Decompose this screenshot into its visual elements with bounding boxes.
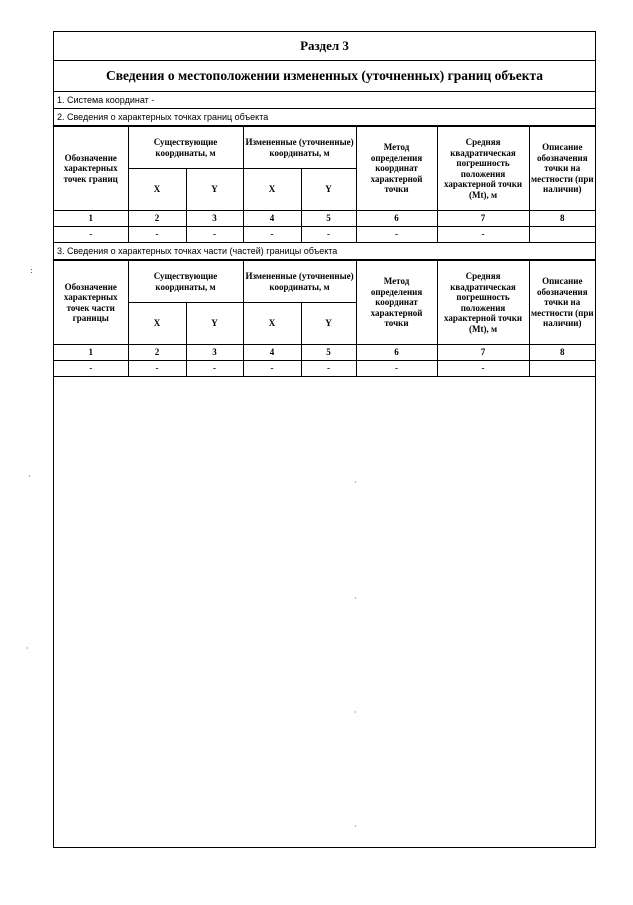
boundary-points-table <box>54 126 595 243</box>
column-number: 3 <box>186 211 243 227</box>
col-description-header: Описание обозначения точки на местности (при наличии) <box>529 127 595 211</box>
col-designation-header: Обозначение характерных точек границ <box>54 127 128 211</box>
scan-speck: · <box>26 644 29 653</box>
scan-speck: · <box>354 822 357 831</box>
column-number: 6 <box>356 211 437 227</box>
column-number: 7 <box>437 345 529 361</box>
col-error-header: Средняя квадратическая погрешность положения характерной точки (Mt), м <box>437 261 529 345</box>
scan-speck: · <box>354 708 357 717</box>
column-number: 2 <box>128 345 186 361</box>
part3-heading: 3. Сведения о характерных точках части (частей) границы объекта <box>54 243 595 260</box>
column-number: 5 <box>301 345 356 361</box>
table-cell: - <box>301 227 356 243</box>
column-number: 4 <box>243 211 301 227</box>
table-row <box>54 361 595 377</box>
column-number-row <box>54 345 595 361</box>
part-boundary-points-table <box>54 260 595 377</box>
col-designation-header: Обозначение характерных точек части границы <box>54 261 128 345</box>
table-cell: - <box>243 227 301 243</box>
table-cell: - <box>54 227 128 243</box>
section-subtitle: Сведения о местоположении измененных (уточненных) границ объекта <box>54 61 595 92</box>
table-cell: - <box>301 361 356 377</box>
table-cell: - <box>54 361 128 377</box>
header-row <box>54 127 595 169</box>
table-cell: - <box>186 361 243 377</box>
scan-speck: : <box>30 266 33 275</box>
column-number: 5 <box>301 211 356 227</box>
section-title: Раздел 3 <box>54 32 595 61</box>
y-changed-header: Y <box>301 169 356 211</box>
scan-speck: · <box>354 478 357 487</box>
col-changed-header: Измененные (уточненные) координаты, м <box>243 261 356 303</box>
y-existing-header: Y <box>186 169 243 211</box>
y-changed-header: Y <box>301 303 356 345</box>
column-number: 7 <box>437 211 529 227</box>
column-number-row <box>54 211 595 227</box>
table-cell: - <box>186 227 243 243</box>
table-cell: - <box>356 227 437 243</box>
col-existing-header: Существующие координаты, м <box>128 127 243 169</box>
table-cell <box>529 361 595 377</box>
part2-heading: 2. Сведения о характерных точках границ объекта <box>54 109 595 126</box>
scan-speck: · <box>28 472 31 481</box>
table-cell: - <box>356 361 437 377</box>
y-existing-header: Y <box>186 303 243 345</box>
col-changed-header: Измененные (уточненные) координаты, м <box>243 127 356 169</box>
column-number: 1 <box>54 211 128 227</box>
x-existing-header: X <box>128 303 186 345</box>
document-frame <box>53 31 596 848</box>
col-existing-header: Существующие координаты, м <box>128 261 243 303</box>
col-method-header: Метод определения координат характерной точки <box>356 261 437 345</box>
table-cell: - <box>437 227 529 243</box>
table-cell <box>529 227 595 243</box>
column-number: 6 <box>356 345 437 361</box>
table-cell: - <box>128 227 186 243</box>
x-existing-header: X <box>128 169 186 211</box>
table-cell: - <box>243 361 301 377</box>
column-number: 8 <box>529 211 595 227</box>
x-changed-header: X <box>243 169 301 211</box>
table-cell: - <box>437 361 529 377</box>
x-changed-header: X <box>243 303 301 345</box>
column-number: 3 <box>186 345 243 361</box>
column-number: 1 <box>54 345 128 361</box>
column-number: 8 <box>529 345 595 361</box>
coord-system-line: 1. Система координат - <box>54 92 595 109</box>
header-row <box>54 261 595 303</box>
col-method-header: Метод определения координат характерной точки <box>356 127 437 211</box>
col-description-header: Описание обозначения точки на местности (при наличии) <box>529 261 595 345</box>
table-cell: - <box>128 361 186 377</box>
table-row <box>54 227 595 243</box>
col-error-header: Средняя квадратическая погрешность положения характерной точки (Mt), м <box>437 127 529 211</box>
scan-speck: · <box>354 594 357 603</box>
column-number: 2 <box>128 211 186 227</box>
column-number: 4 <box>243 345 301 361</box>
